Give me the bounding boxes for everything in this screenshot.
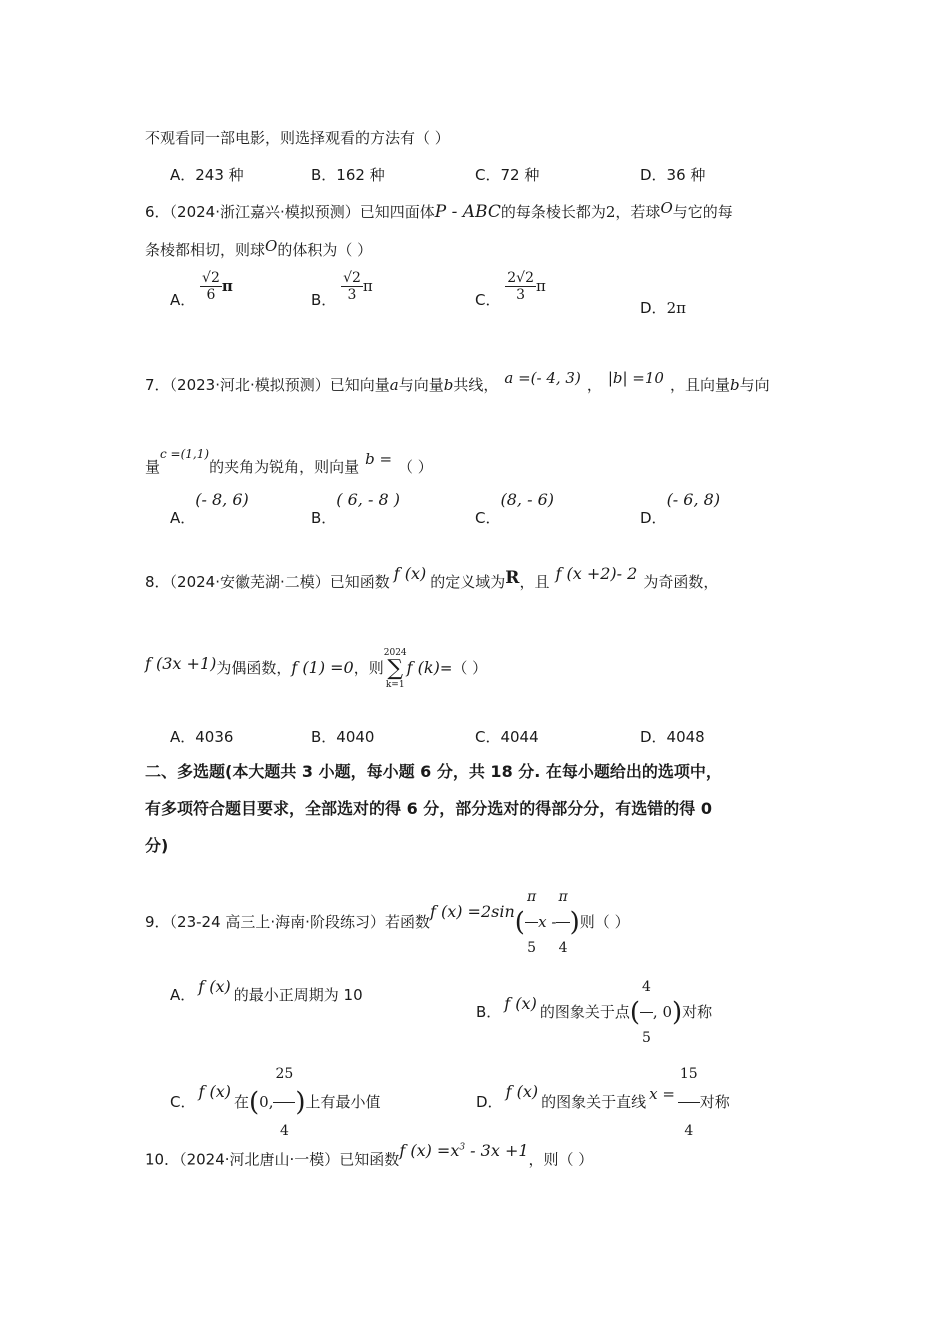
q8-text: 为偶函数， [216,659,292,677]
f-of-one: f (1) =0 [291,658,354,677]
reals-symbol: R [505,568,520,588]
x-equals: x = [649,1085,675,1103]
fraction-numerator: π [525,872,538,923]
q9-option-a [170,962,363,1020]
q8-text: 为奇函数， [643,573,719,591]
q6-option-d [640,297,686,318]
paren-right: ) [569,907,580,938]
zero: 0, [259,1093,274,1111]
summation [384,647,407,691]
q6-text: 与它的每 [672,203,733,221]
q9-number: 9． [145,913,170,931]
q7-option-b-label: B． [311,509,337,527]
pi-over-4 [556,872,569,973]
q7-text: 量 [145,458,161,476]
q6-sphere-o: O [660,199,673,217]
q10-function-lhs: f (x) =x [399,1141,460,1161]
q10-number: 10． [145,1150,180,1169]
q6-stem-line1 [145,198,733,222]
q5-continuation: 不观看同一部电影，则选择观看的方法有（ ） [145,129,450,147]
pi-symbol: π [362,277,373,295]
q9-option-b-text: 对称 [682,1003,713,1021]
q7-text: 的夹角为锐角，则向量 [209,458,360,476]
q6-sphere-o: O [265,237,278,255]
paren-left: ( [629,997,640,1028]
q5-option-d: D．36 种 [640,166,706,184]
q7-text: （ ） [398,458,433,476]
sum-upper: 2024 [383,647,407,658]
q7-option-c-value: (8, - 6) [500,490,554,509]
f-of-k: f (k) [406,658,440,677]
q9-option-b-label: B． [476,1003,502,1021]
fraction-denominator: 4 [279,1123,289,1139]
q8-option-d: D．4048 [640,728,705,746]
q9-option-b-text: 的图象关于点 [539,1003,630,1021]
q7-option-a-value: (- 8, 6) [195,490,249,509]
q6-source: （2024·浙江嘉兴·模拟预测）已知四面体 [169,203,435,221]
fraction-numerator: 2√2 [507,270,535,286]
fraction-denominator: 4 [558,940,568,956]
q9-option-c-text: 上有最小值 [305,1093,381,1111]
q7-option-b-value: ( 6, - 8 ) [336,490,400,509]
fraction-numerator: 25 [273,1046,295,1103]
q7-text: ，且向量 [669,376,730,394]
q8-text: ，则 [353,659,384,677]
q10-text: ，则（ ） [528,1150,594,1169]
vector-b: b [443,376,454,394]
q6-two: 2 [605,203,616,221]
q6-option-b-fraction [341,270,363,303]
q9-function: f (x) =2sin [429,902,515,921]
q5-option-c: C．72 种 [475,166,540,184]
q6-option-b-label: B． [311,291,337,309]
function-f: f (x) [393,564,427,583]
q9-source: （23-24 高三上·海南·阶段练习）若函数 [169,913,430,931]
q7-text: ， [586,376,602,394]
section-2-heading-line1: 二、多选题(本大题共 3 小题，每小题 6 分，共 18 分. 在每小题给出的选项中， [145,762,722,781]
q6-tetrahedron: P - ABC [434,202,501,222]
function-f: f (x) [505,1082,539,1101]
sum-lower: k=1 [385,679,405,690]
q9-option-d-text: 对称 [699,1093,730,1111]
q10-source: （2024·河北唐山·一模）已知函数 [179,1150,400,1169]
q7-text: 与向量 [398,376,444,394]
fraction-denominator: 3 [347,287,357,303]
q6-option-c [475,270,546,310]
q8-option-a: A．4036 [170,728,234,746]
sum-symbol: ∑ [387,655,404,681]
vector-c-value: c =(1,1) [160,447,210,461]
paren-left: ( [249,1087,260,1118]
paren-right: ) [295,1087,306,1118]
q6-option-c-fraction [505,270,536,303]
pi-symbol: π [536,277,546,295]
q5-option-a: A．243 种 [170,166,244,184]
fraction-denominator: 4 [684,1123,694,1139]
q8-text: ，且 [519,573,550,591]
q10-stem [145,1130,593,1177]
function-f: f (x) [198,977,231,996]
vector-b-equals: b = [365,450,393,468]
fraction-numerator: 4 [640,962,653,1013]
q6-text: 的体积为（ ） [277,241,373,259]
q10-function [399,1141,528,1160]
q9-stem [145,872,630,973]
q9-x-minus: x - [538,913,557,931]
fraction-numerator: π [556,872,569,923]
q8-source: （2024·安徽芜湖·二模）已知函数 [169,573,390,591]
q6-text: ，若球 [615,203,661,221]
zero: , 0 [652,1003,672,1021]
q6-text: 条棱都相切，则球 [145,241,266,259]
vector-a-value: a =(- 4, 3) [504,369,581,387]
q7-option-c-label: C． [475,509,501,527]
q7-option-d [640,490,720,528]
q6-stem-line2 [145,236,372,260]
q8-option-b: B．4040 [311,728,375,746]
section-2-heading-line2: 有多项符合题目要求，全部选对的得 6 分，部分选对的得部分分，有选错的得 0 [145,799,712,818]
q6-number: 6． [145,203,170,221]
q7-stem-line1 [145,368,770,395]
q6-option-a [170,270,233,310]
vector-b: b [729,376,740,394]
q9-text: 则（ ） [579,913,630,931]
fraction-numerator: 15 [678,1046,700,1103]
q7-stem-line2 [145,444,433,477]
q9-option-c-label: C． [170,1093,196,1111]
q8-text: 的定义域为 [430,573,506,591]
pi-symbol: π [221,277,233,295]
function-f: f (x) [198,1082,231,1101]
q7-text: 与向 [739,376,770,394]
fraction-denominator: 3 [516,287,526,303]
paren-right: ) [672,997,683,1028]
q6-option-c-label: C． [475,291,501,309]
function-shifted: f (x +2)- 2 [555,564,638,583]
exponent-3: 3 [459,1143,466,1153]
q8-option-c: C．4044 [475,728,539,746]
q9-option-a-label: A． [170,986,196,1004]
vector-b-norm: |b| =10 [607,369,664,387]
paren-left: ( [514,907,525,938]
q7-option-d-value: (- 6, 8) [666,490,721,509]
q7-source: （2023·河北·模拟预测）已知向量 [169,376,390,394]
q9-option-d-label: D． [476,1093,503,1111]
q8-number: 8． [145,573,170,591]
q6-option-d-value: 2π [666,299,686,317]
q7-option-c [475,490,554,528]
q9-option-d-text: 的图象关于直线 [541,1093,647,1111]
q6-text: 的每条棱长都为 [500,203,606,221]
q6-option-a-label: A． [170,291,196,309]
q7-option-b [311,490,400,528]
q7-text: 共线， [453,376,499,394]
section-2-heading-line3: 分) [145,836,169,855]
function-3x: f (3x +1) [145,654,217,673]
fraction-numerator: √2 [343,270,361,286]
q6-option-b [311,270,373,310]
vector-a: a [389,376,399,394]
q8-stem-line2 [145,640,487,692]
fraction-denominator: 6 [206,287,216,303]
q8-text: =（ ） [439,659,488,677]
q9-option-a-text: 的最小正周期为 10 [233,986,363,1004]
q6-option-a-fraction [200,270,222,303]
q9-option-c-text: 在 [234,1093,250,1111]
q7-option-a-label: A． [170,509,196,527]
function-f: f (x) [504,994,537,1013]
q8-stem-line1 [145,564,718,592]
fraction-denominator: 5 [641,1030,651,1046]
pi-over-5 [525,872,538,973]
fraction-numerator: √2 [202,270,220,286]
q10-function-rest: - 3x +1 [465,1141,529,1161]
q6-option-d-label: D． [640,299,667,317]
q5-option-b: B．162 种 [311,166,385,184]
fraction-denominator: 5 [527,940,536,956]
q7-number: 7． [145,376,170,394]
q7-option-a [170,490,249,528]
q7-option-d-label: D． [640,509,667,527]
fifteen-fourths [678,1046,700,1159]
